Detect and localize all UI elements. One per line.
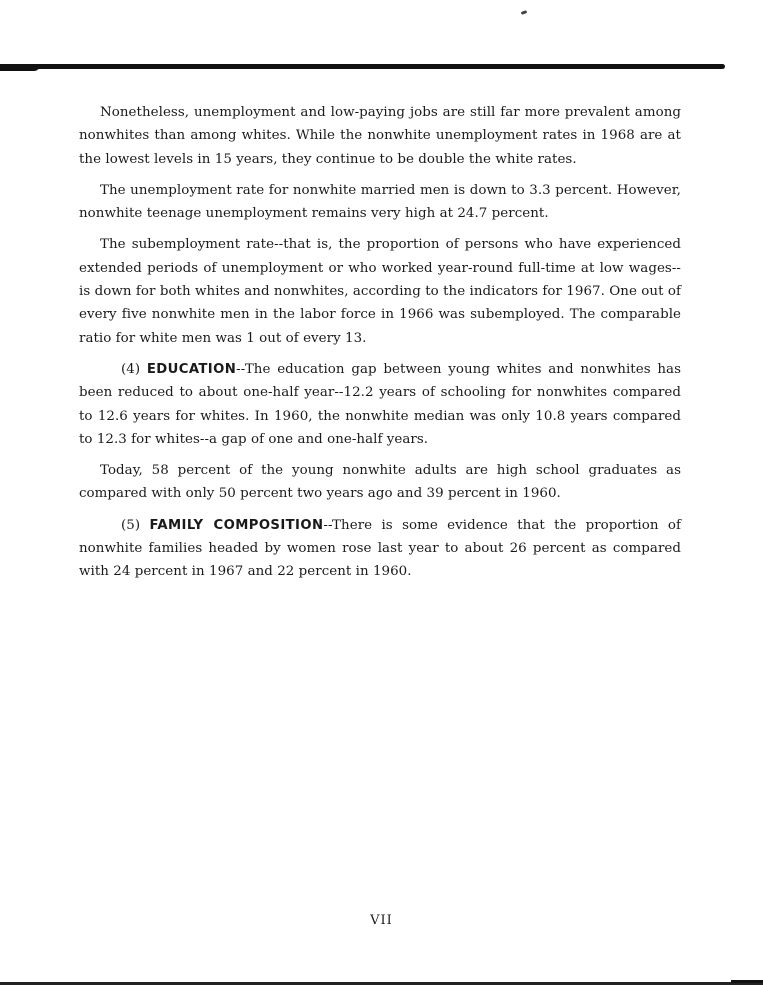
section-number: (5) xyxy=(121,517,141,533)
paragraph-text: --The education gap between young whites and nonwhites has been reduced to about one-half year--12.2 years of schooling for nonwhites compared to 12.6 years for whites. In 1960, the nonwhite median was only 10.8 years compared to 12.3 for whites--a gap of one and one-half years. xyxy=(79,361,682,447)
paragraph-high-school-graduates xyxy=(79,459,681,506)
paragraph-text: --There is some evidence that the proportion of nonwhite families headed by women rose last year to about 26 percent as compared with 24 percent in 1967 and 22 percent in 1960. xyxy=(79,517,681,580)
top-rule xyxy=(0,64,725,69)
paragraph-married-men-rate xyxy=(79,179,681,226)
paragraph-text: The subemployment rate--that is, the proportion of persons who have experienced extended periods of unemployment or who worked year-round full-time at low wages--is down for both whites and nonwhites, according to the indicators for 1967. One out of every five nonwhite men in the labor force in 1966 was subemployed. The comparable ratio for white men was 1 out of every 13. xyxy=(79,237,681,346)
paragraph-subemployment xyxy=(79,233,681,349)
section-heading-education: EDUCATION xyxy=(146,361,237,377)
bottom-rule-accent xyxy=(731,980,763,983)
paragraph-text: Today, 58 percent of the young nonwhite adults are high school graduates as compared with only 50 percent two years ago and 39 percent in 1960. xyxy=(79,463,681,502)
section-number: (4) xyxy=(121,361,141,377)
section-heading-family-composition: FAMILY COMPOSITION xyxy=(149,517,324,533)
paragraph-text: The unemployment rate for nonwhite married men is down to 3.3 percent. However, nonwhite teenage unemployment remains very high at 24.7 percent. xyxy=(79,182,681,222)
page-number: VII xyxy=(370,913,393,928)
paragraph-education xyxy=(79,358,681,451)
bottom-rule xyxy=(0,982,763,985)
print-speck xyxy=(521,10,528,15)
paragraph-text: Nonetheless, unemployment and low-paying jobs are still far more prevalent among nonwhites than among whites. While the nonwhite unemployment rates in 1968 are at the lowest levels in 15 years, they continue to be double the white rates. xyxy=(79,105,681,167)
body-text xyxy=(79,101,681,592)
paragraph-unemployment-prevalence xyxy=(79,101,681,171)
paragraph-family-composition xyxy=(79,514,681,584)
